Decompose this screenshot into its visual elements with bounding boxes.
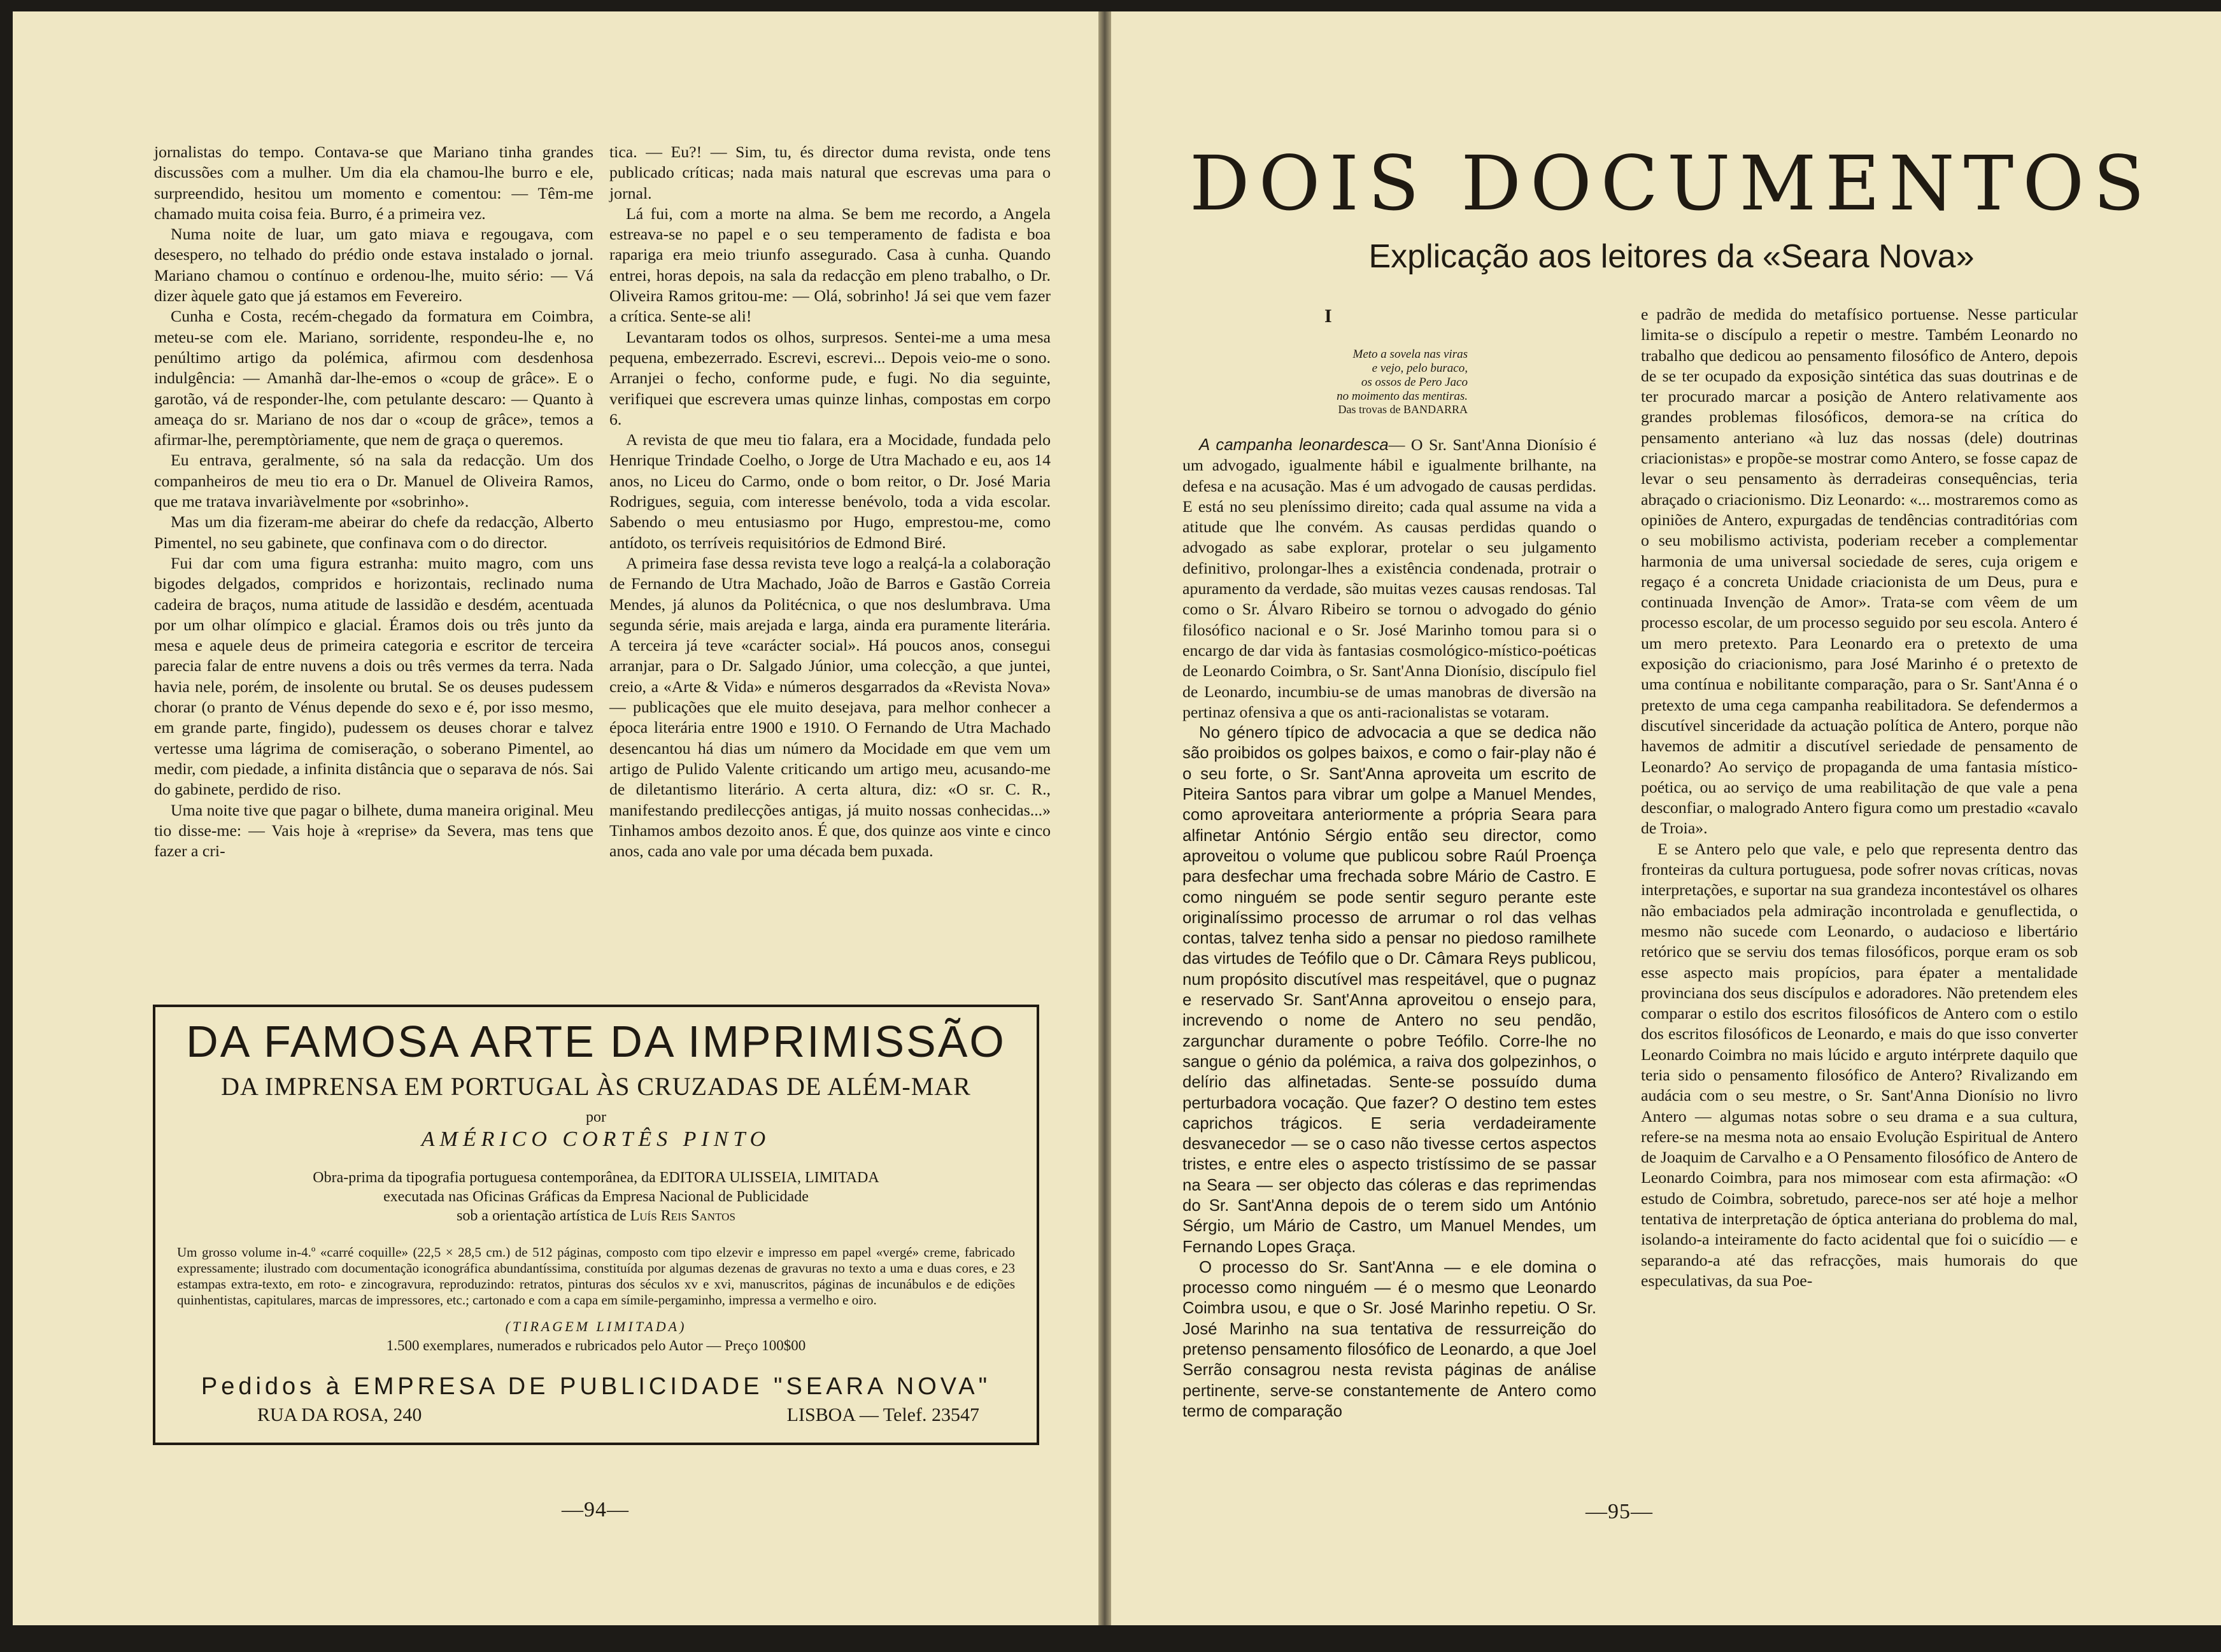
paragraph: jornalistas do tempo. Contava-se que Mariano tinha grandes discussões com a mulher. Um dia ela chamou-lhe burro e ele, surpreendido, hesitou um momento e comentou: — Têm-me chamado muita coisa feia. Burro, é a primeira vez. (154, 143, 593, 223)
ad-limited-edition: (TIRAGEM LIMITADA) (505, 1318, 687, 1334)
paragraph (1182, 435, 1596, 723)
book-gutter (1098, 11, 1111, 1625)
paragraph: Uma noite tive que pagar o bilhete, duma maneira original. Meu tio disse-me: — Vais hoje à «reprise» da Severa, mas tens que fazer a cri- (154, 800, 593, 861)
ad-author: AMÉRICO CORTÊS PINTO (421, 1127, 771, 1151)
left-page (13, 11, 1098, 1625)
ad-description (155, 1168, 1037, 1225)
paragraph: tica. — Eu?! — Sim, tu, és director duma revista, onde tens publicado críticas; nada mais natural que escrevas uma para o jornal. (609, 143, 1051, 202)
paragraph: No género típico de advocacia a que se dedica não são proibidos os golpes baixos, e como o fair-play não é o seu forte, o Sr. Sant'Anna aproveita um escrito de Piteira Santos para vibrar um golpe a Manuel Mendes, como aproveitara anteriormente a própria Seara para alfinetar António Sérgio então seu director, como aproveitou o volume que publicou sobre Raúl Proença para desfechar uma frechada sobre Mário de Castro. E como ninguém se pode sentir seguro perante este originalíssimo processo de arrumar o rol das velhas contas, talvez tenha sido a pensar no piedoso ramilhete das virtudes de Teófilo que o Dr. Câmara Reys publicou, num propósito discutível mas respeitável, que o pugnaz e reservado Sr. Sant'Anna aproveitou o ensejo para, increvendo o nome de Antero no seu pendão, zargunchar duramente o pobre Teófilo. Corre-lhe no sangue o génio da polémica, a raiva dos golpezinhos, o delírio das alfinetadas. Sente-se possuído duma perturbadora vocação. Que fazer? O destino tem estes caprichos trágicos. E seria verdadeiramente desvanecedor — se o caso não tivesse certos aspectos tristes, e entre eles o aspecto tristíssimo de se passar na Seara — ser objecto das cóleras e das reprimendas do Sr. Sant'Anna depois de o terem sido um António Sérgio, um Mário de Castro, um Manuel Mendes, um Fernando Lopes Graça. (1182, 724, 1596, 1256)
paragraph-text: — O Sr. Sant'Anna Dionísio é um advogado, igualmente hábil e igualmente brilhante, na defesa e na acusação. Mas é um advogado de causas perdidas. E está no seu pleníssimo direito; cada qual assume na vida a atitude que lhe convém. As causas perdidas quando o advogado as sabe explorar, protelar o seu julgamento definitivo, prolongar-lhes a existência condenada, protrair o apuramento da verdade, são muitas vezes causas rendosas. Tal como o Sr. Álvaro Ribeiro se tornou o advogado do génio filosófico nacional e o Sr. José Marinho tomou para si o encargo de dar vida às fantasias cosmológico-místico-poéticas de Leonardo Coimbra, o Sr. Sant'Anna Dionísio, discípulo fiel de Leonardo, incumbiu-se de umas manobras de diversão na pertinaz ofensiva a que os anti-racionalistas se votaram. (1182, 435, 1596, 721)
paragraph: E se Antero pelo que vale, e pelo que representa dentro das fronteiras da cultura portuguesa, pode sofrer novas críticas, novas interpretações, e suportar na sua grandeza incontestável os olhares não embaciados pela admiração incontrolada e genuflectida, o mesmo não sucede com Leonardo, o audacioso e libertário retórico que se serviu dos temas filosóficos, porque eram os sob esse aspecto mais propícios, para épater a mentalidade provinciana dos seus discípulos e adoradores. Não pretendem eles comparar o estilo dos escritos filosóficos de Antero com o estilo dos escritos filosóficos de Leonardo, e mais do que isso converter Leonardo Coimbra no mais lúcido e arguto intérprete daquilo que teria sido o pensamento filosófico de Antero? Rivalizando em audácia com o seu mestre, o Sr. Sant'Anna Dionísio no livro Antero — algumas notas sobre o seu drama e a sua cultura, refere-se na mesma nota ao ensaio Evolução Espiritual de Antero de Joaquim de Carvalho e a O Pensamento filosófico de Antero de Leonardo Coimbra, para nos mimosear com esta afirmação: «O estudo de Coimbra, sobretudo, parece-nos ser até hoje a melhor tentativa de interpretação de óptica anteriana do problema do mal, isolando-a inteiramente do facto acidental que foi o suicídio — e separando-a até das refracções, mais humorais do que especulativas, da sua Poe- (1641, 839, 2078, 1290)
ad-desc-name: Luís Reis Santos (630, 1208, 735, 1224)
ad-orders: Pedidos à EMPRESA DE PUBLICIDADE "SEARA NOVA" (201, 1373, 991, 1400)
ad-desc-line: Obra-prima da tipografia portuguesa contemporânea, da EDITORA ULISSEIA, LIMITADA (313, 1169, 879, 1186)
ad-city-phone: LISBOA — Telef. 23547 (786, 1404, 979, 1425)
epigraph-line: no moimento das mentiras. (1337, 390, 1468, 403)
paragraph: Levantaram todos os olhos, surpresos. Sentei-me a uma mesa pequena, embezerrado. Escrevi, escrevi... Depois veio-me o sono. Arranjei o fecho, conforme pude, e fugi. No dia seguinte, verifiquei que escrevera umas quinze linhas, compostas em corpo 6. (609, 327, 1051, 428)
paragraph: O processo do Sr. Sant'Anna — e ele domina o processo como ninguém — é o mesmo que Leonardo Coimbra usou, e que o Sr. José Marinho repetiu. O Sr. José Marinho na sua tentativa de ressurreição do pretenso pensamento filosófico de Leonardo, a que Joel Serrão consagrou nesta revista páginas de análise pertinente, serve-se constantemente de Antero como termo de comparação (1182, 1258, 1596, 1420)
paragraph: A primeira fase dessa revista teve logo a realçá-la a colaboração de Fernando de Utra Machado, João de Barros e Gastão Correia Mendes, já alunos da Politécnica, o que nos deslumbrava. Uma segunda série, mais arejada e larga, ainda era puramente literária. A terceira já teve «carácter social». Há poucos anos, consegui arranjar, para o Dr. Salgado Júnior, uma colecção, a que juntei, creio, a «Arte & Vida» e números desgarrados da «Revista Nova» — publicações que ele muito desejava, para melhor conhecer a época literária entre 1900 e 1910. O Fernando de Utra Machado desencantou há dias um número da Mocidade em que vem um artigo de Pulido Valente criticando um artigo meu, acusando-me de diletantismo literário. A certa altura, diz: «O sr. C. R., manifestando predilecções antigas, já muito nossas conhecidas...» Tinhamos ambos dezoito anos. É que, dos quinze aos vinte e cinco anos, cada ano vale por uma década bem puxada. (609, 553, 1051, 861)
ad-desc-prefix: sob a orientação artística de (457, 1208, 630, 1224)
right-column-2 (1641, 304, 2078, 1291)
paragraph: Cunha e Costa, recém-chegado da formatura em Coimbra, meteu-se com ele. Mariano, sorridente, respondeu-lhe e, no penúltimo artigo da polémica, afirmou com desdenhosa indulgência: — Amanhã dar-lhe-emos o «coup de grâce». E o garotão, vá de responder-lhe, com petulante descaro: — Quanto à ameaça do sr. Mariano de nos dar o «coup de grâce», temos a afirmar-lhe, peremptòriamente, que nem de graça o queremos. (154, 307, 593, 449)
paragraph: e padrão de medida do metafísico portuense. Nesse particular limita-se o discípulo a repetir o mestre. Também Leonardo no trabalho que dedicou ao pensamento filosófico de Antero, depois de se ter ocupado da exposição sintética das suas doutrinas e de ter procurado marcar a posição de Antero relativamente aos grandes problemas filosóficos, demora-se na crítica do pensamento anteriano «à luz das nossas (dele) doutrinas criacionistas» e propõe-se mostrar como Antero, se fosse capaz de levar o seu pensamento às derradeiras consequências, teria abraçado o criacionismo. Diz Leonardo: «... mostraremos como as opiniões de Antero, expurgadas de tendências contraditórias com o seu mobilismo activista, poderiam receber a complementar harmonia de uma universal sociedade de seres, cuja origem e regaço é a concreta Unidade criacionista de um Deus, pura e continuada Invenção de Amor». Trata-se com vêem de um processo escolar, de um processo seguido por seu escola. Antero é um mero pretexto. Para Leonardo era o pretexto de uma exposição do criacionismo, para José Marinho é o pretexto de uma contínua e nobilitante comparação, para o Sr. Sant'Anna é o pretexto de uma cega campanha reabilitadora. Se defendermos a discutível sinceridade da actuação política de Antero, porque não havemos de admitir a discutível seriedade de pensamento de Leonardo? Ao serviço de propaganda de uma fantasia místico-poética, ou ao serviço de uma reabilitação de que vale a pena desconfiar, o malogrado Antero figura como um prestadio «cavalo de Troia». (1641, 305, 2078, 838)
ad-title: DA FAMOSA ARTE DA IMPRIMISSÃO (186, 1017, 1006, 1066)
right-column-1 (1182, 435, 1596, 1422)
ad-subtitle: DA IMPRENSA EM PORTUGAL ÀS CRUZADAS DE ALÉM-MAR (221, 1072, 971, 1101)
epigraph-line: e vejo, pelo buraco, (1372, 362, 1468, 375)
paragraph: Mas um dia fizeram-me abeirar do chefe da redacção, Alberto Pimentel, no seu gabinete, que confinava com o do director. (154, 512, 593, 552)
article-title: DOIS DOCUMENTOS (1189, 139, 2154, 227)
paragraph: Fui dar com uma figura estranha: muito magro, com uns bigodes delgados, compridos e horizontais, reclinado numa cadeira de braços, numa atitude de lassidão e desdém, acentuada por um olhar olímpico e glacial. Éramos dois ou três junto da mesa e aquele deus de primeira categoria e escritor de terceira parecia falar de entre nuvens a dois ou três vermes da terra. Nada havia nele, porém, de insolente ou brutal. Se os deuses pudessem chorar (o pranto de Vénus depende do sexo e é, por isso mesmo, em grande parte, fingido), pudessem os deuses chorar e talvez vertesse uma lágrima de comiseração, o soberano Pimentel, ao medir, com piedade, a infinita distância que o separava de nós. Sai do gabinete, perdido de riso. (154, 553, 593, 799)
left-column-1 (154, 142, 593, 861)
paragraph: Eu entrava, geralmente, só na sala da redacção. Um dos companheiros de meu tio era o Dr. Manuel de Oliveira Ramos, que me tratava invariàvelmente por «sobrinho». (154, 451, 593, 511)
page-number: —95— (1586, 1500, 1653, 1523)
ad-copies-price: 1.500 exemplares, numerados e rubricados pelo Autor — Preço 100$00 (386, 1338, 806, 1353)
ad-specs: Um grosso volume in-4.º «carré coquille» (22,5 × 28,5 cm.) de 512 páginas, composto com tipo elzevir e impresso em papel «vergé» creme, fabricado expressamente; ilustrado com documentação iconográfica abundantíssima, constituída por algumas dezenas de gravuras no texto a uma e duas cores, e 23 estampas extra-texto, em roto- e zincogravura, reproduzindo: retratos, pinturas dos séculos xv e xvi, manuscritos, páginas de incunábulos e de edições quinhentistas, capitulares, marcas de impressores, etc.; cartonado e com a capa em símile-pergaminho, impressa a vermelho e oiro. (177, 1245, 1015, 1308)
lead-in: A campanha leonardesca (1199, 436, 1389, 454)
ad-street: RUA DA ROSA, 240 (257, 1404, 422, 1425)
epigraph-source: Das trovas de BANDARRA (1338, 403, 1468, 416)
ad-desc-line (155, 1206, 1037, 1225)
left-column-2 (609, 142, 1051, 861)
ad-by: por (586, 1109, 606, 1126)
section-numeral: I (1324, 306, 1332, 327)
epigraph (1283, 348, 1468, 404)
epigraph-line: Meto a sovela nas viras (1352, 348, 1468, 361)
paragraph: A revista de que meu tio falara, era a Mocidade, fundada pelo Henrique Trindade Coelho, o Jorge de Utra Machado e eu, aos 14 anos, no Liceu do Carmo, onde o bom reitor, o Dr. José Maria Rodrigues, seguia, com interesse benévolo, toda a vida escolar. Sabendo o meu entusiasmo por Hugo, emprestou-me, como antídoto, os terríveis requisitórios de Edmond Biré. (609, 430, 1051, 552)
right-page (1111, 11, 2221, 1625)
ad-address (257, 1404, 979, 1426)
paragraph: Lá fui, com a morte na alma. Se bem me recordo, a Angela estreava-se no papel e o seu temperamento de fadista e boa rapariga era meio triunfo assegurado. Casa à cunha. Quando entrei, horas depois, na sala da redacção em pleno trabalho, o Dr. Oliveira Ramos gritou-me: — Olá, sobrinho! Já sei que vem fazer a crítica. Sente-se ali! (609, 204, 1051, 326)
epigraph-line: os ossos de Pero Jaco (1361, 376, 1468, 389)
book-advertisement (153, 1005, 1039, 1445)
ad-desc-line: executada nas Oficinas Gráficas da Empresa Nacional de Publicidade (383, 1189, 809, 1205)
page-number: —94— (562, 1498, 629, 1521)
paragraph: Numa noite de luar, um gato miava e regougava, com desespero, no telhado do prédio onde estava instalado o jornal. Mariano chamou o contínuo e ordenou-lhe, muito sério: — Vá dizer àquele gato que já estamos em Fevereiro. (154, 225, 593, 306)
article-subtitle: Explicação aos leitores da «Seara Nova» (1368, 238, 1975, 275)
